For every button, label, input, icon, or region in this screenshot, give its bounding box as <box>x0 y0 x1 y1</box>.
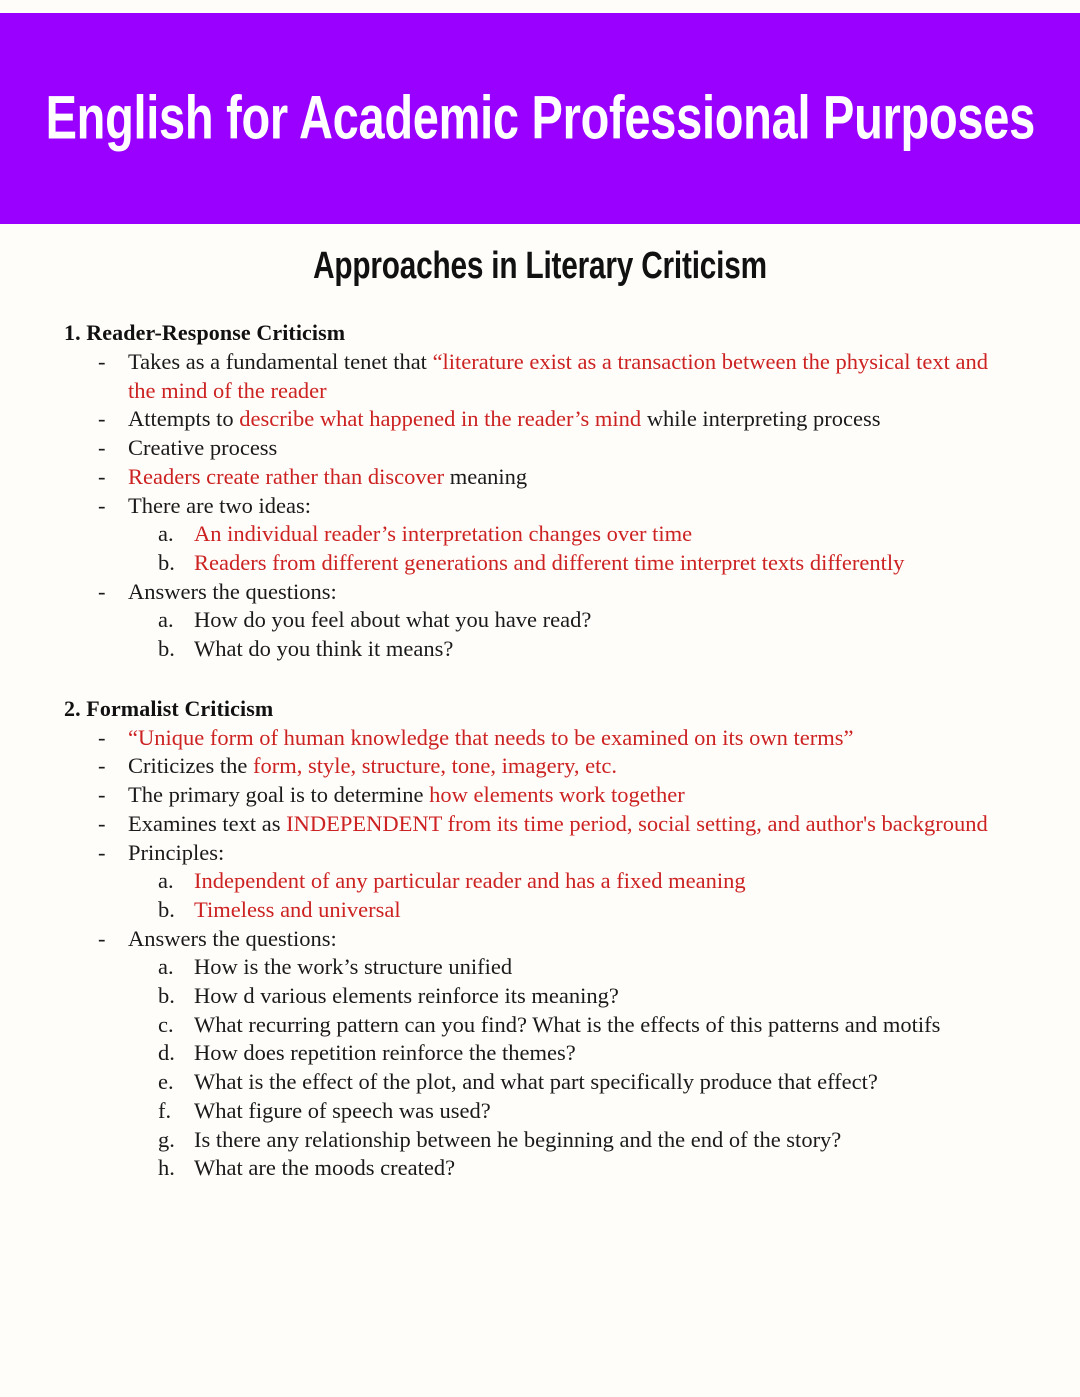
text-run: How does repetition reinforce the themes? <box>194 1040 576 1066</box>
sublist-marker: a. <box>158 868 174 894</box>
text-run: How d various elements reinforce its meaning? <box>194 983 619 1009</box>
text-run: Timeless and universal <box>194 896 401 922</box>
bullet-text <box>128 811 988 836</box>
bullet-text <box>128 435 277 460</box>
sublist-item <box>158 549 1012 578</box>
sublist-marker: d. <box>158 1040 175 1066</box>
sublist-marker: a. <box>158 521 174 547</box>
text-run: Creative process <box>128 435 278 461</box>
dash-bullet-icon: - <box>98 435 106 461</box>
document-title: English for Academic Professional Purposes <box>45 84 1035 153</box>
sublist-marker: a. <box>158 607 174 633</box>
text-run: There are two ideas: <box>128 492 312 518</box>
text-run: What do you think it means? <box>194 636 454 662</box>
sublist-marker: a. <box>158 954 174 980</box>
dash-bullet-icon: - <box>98 463 106 489</box>
sublist-marker: b. <box>158 549 175 575</box>
sublist-marker: c. <box>158 1011 174 1037</box>
bullet-text <box>128 493 311 518</box>
sublist-text <box>194 868 746 893</box>
sublist-marker: b. <box>158 896 175 922</box>
sublist-text <box>194 1155 455 1180</box>
document-body <box>0 318 1080 1183</box>
sublist-item <box>158 896 1012 925</box>
sublist-marker: b. <box>158 983 175 1009</box>
text-run: “Unique form of human knowledge that needs to be examined on its own terms” <box>128 724 854 750</box>
sublist-item <box>158 1039 1012 1068</box>
bullet-text <box>128 579 337 604</box>
bullet-item <box>98 925 1012 1183</box>
sublist-item <box>158 1097 1012 1126</box>
bullet-item <box>98 348 1012 405</box>
text-run: What figure of speech was used? <box>194 1097 491 1123</box>
sublist-item <box>158 1011 1012 1040</box>
sublist-text <box>194 1127 841 1152</box>
sublist-item <box>158 867 1012 896</box>
sublist-item <box>158 982 1012 1011</box>
criticism-section <box>0 318 1080 664</box>
dash-bullet-icon: - <box>98 406 106 432</box>
text-run: Answers the questions: <box>128 578 337 604</box>
text-run: An individual reader’s interpretation changes over time <box>194 521 693 547</box>
bullet-text <box>128 926 337 951</box>
dash-bullet-icon: - <box>98 753 106 779</box>
section-heading: 2. Formalist Criticism <box>64 695 274 721</box>
sublist-marker: e. <box>158 1069 174 1095</box>
sublist-marker: h. <box>158 1155 175 1181</box>
text-run: meaning <box>444 463 528 489</box>
bullet-text <box>128 753 617 778</box>
text-run: Examines text as <box>128 810 287 836</box>
bullet-text <box>128 464 527 489</box>
bullet-item <box>98 810 1012 839</box>
sublist-text <box>194 983 619 1008</box>
bullet-list <box>0 724 1080 1183</box>
text-run: Independent of any particular reader and has a fixed meaning <box>194 868 746 894</box>
text-run: What is the effect of the plot, and what part specifically produce that effect? <box>194 1069 878 1095</box>
sublist-item <box>158 953 1012 982</box>
sublist-item <box>158 1126 1012 1155</box>
criticism-section <box>0 694 1080 1183</box>
text-run: The primary goal is to determine <box>128 782 430 808</box>
text-run: Readers create rather than discover <box>128 463 445 489</box>
sublist-text <box>194 521 692 546</box>
sublist-text <box>194 1069 878 1094</box>
text-run: Principles: <box>128 839 225 865</box>
text-run: How do you feel about what you have read? <box>194 607 592 633</box>
text-run: What are the moods created? <box>194 1155 456 1181</box>
dash-bullet-icon: - <box>98 782 106 808</box>
dash-bullet-icon: - <box>98 925 106 951</box>
title-banner <box>0 13 1080 224</box>
bullet-list <box>0 348 1080 664</box>
text-run: What recurring pattern can you find? What is the effects of this patterns and motifs <box>194 1011 941 1037</box>
text-run: Takes as a fundamental tenet that <box>128 349 433 374</box>
sublist-text <box>194 1012 940 1037</box>
bullet-text <box>128 349 988 403</box>
lettered-sublist <box>128 606 1012 663</box>
section-heading: 1. Reader-Response Criticism <box>64 320 346 345</box>
lettered-sublist <box>128 867 1012 924</box>
bullet-item <box>98 781 1012 810</box>
sublist-text <box>194 636 453 661</box>
bullet-item <box>98 752 1012 781</box>
text-run: INDEPENDENT from its time period, social setting, and author's background <box>286 810 988 836</box>
text-run: describe what happened in the reader’s mind <box>239 406 642 432</box>
dash-bullet-icon: - <box>98 810 106 836</box>
text-run: Attempts to <box>128 406 240 432</box>
bullet-item <box>98 724 1012 753</box>
bullet-item <box>98 434 1012 463</box>
text-run: how elements work together <box>429 782 685 808</box>
sublist-item <box>158 1154 1012 1183</box>
page-subtitle: Approaches in Literary Criticism <box>313 243 767 287</box>
sublist-marker: f. <box>158 1097 172 1123</box>
sublist-text <box>194 1098 491 1123</box>
bullet-text <box>128 725 853 750</box>
lettered-sublist <box>128 953 1012 1183</box>
dash-bullet-icon: - <box>98 578 106 604</box>
sublist-item <box>158 606 1012 635</box>
bullet-item <box>98 492 1012 578</box>
text-run: Readers from different generations and different time interpret texts differently <box>194 549 905 575</box>
sublist-text <box>194 897 401 922</box>
bullet-item <box>98 405 1012 434</box>
sublist-text <box>194 954 512 979</box>
sublist-marker: g. <box>158 1126 175 1152</box>
sublist-item <box>158 635 1012 664</box>
bullet-text <box>128 782 685 807</box>
sublist-text <box>194 1040 576 1065</box>
bullet-item <box>98 578 1012 664</box>
text-run: while interpreting process <box>641 406 881 432</box>
lettered-sublist <box>128 520 1012 577</box>
sublist-text <box>194 550 904 575</box>
dash-bullet-icon: - <box>98 724 106 750</box>
sublist-marker: b. <box>158 636 175 662</box>
text-run: Is there any relationship between he beginning and the end of the story? <box>194 1126 842 1152</box>
bullet-text <box>128 840 224 865</box>
bullet-item <box>98 463 1012 492</box>
sublist-item <box>158 1068 1012 1097</box>
text-run: Answers the questions: <box>128 925 337 951</box>
sublist-text <box>194 607 591 632</box>
text-run: “literature exist as a transaction between the physical text and the mind of the reader <box>128 349 988 403</box>
text-run: How is the work’s structure unified <box>194 954 513 980</box>
dash-bullet-icon: - <box>98 492 106 518</box>
dash-bullet-icon: - <box>98 839 106 865</box>
sublist-item <box>158 520 1012 549</box>
text-run: Criticizes the <box>128 753 253 779</box>
dash-bullet-icon: - <box>98 349 106 374</box>
bullet-item <box>98 839 1012 925</box>
bullet-text <box>128 406 881 431</box>
text-run: form, style, structure, tone, imagery, etc. <box>252 753 618 779</box>
